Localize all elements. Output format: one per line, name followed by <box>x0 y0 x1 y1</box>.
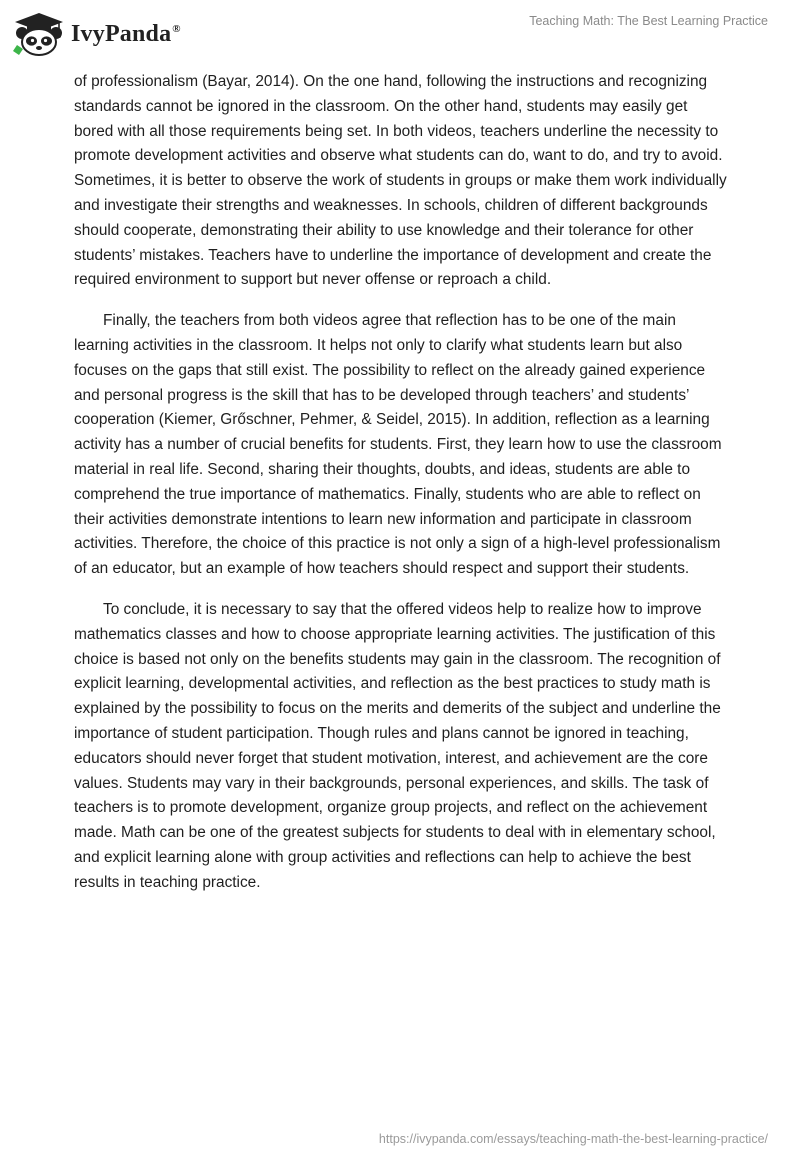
brand-logo[interactable] <box>13 8 181 60</box>
registered-mark: ® <box>172 22 181 35</box>
source-url[interactable]: https://ivypanda.com/essays/teaching-math-the-best-learning-practice/ <box>378 1132 768 1146</box>
paragraph-conclusion: To conclude, it is necessary to say that the offered videos help to realize how to improve mathematics classes and how to choose appropriate learning activities. The justification of this choice is based not only on the benefits students may gain in the classroom. The recognition of explicit learning, developmental activities, and reflection as the best practices to study math is explained by the possibility to focus on the merits and demerits of the subject and underline the importance of student participation. Though rules and plans cannot be ignored in teaching, educators should never forget that student motivation, interest, and achievement are the core values. Students may vary in their backgrounds, personal experiences, and skills. The task of teachers is to promote development, organize group projects, and reflect on the achievement made. Math can be one of the greatest subjects for students to deal with in elementary school, and explicit learning alone with group activities and reflections can help to achieve the best results in teaching practice. <box>74 600 721 891</box>
essay-body <box>74 70 730 912</box>
brand-name: IvyPanda® <box>71 20 181 47</box>
document-title: Teaching Math: The Best Learning Practice <box>529 14 768 28</box>
page-header <box>0 0 800 66</box>
paragraph-reflection: Finally, the teachers from both videos agree that reflection has to be one of the main learning activities in the classroom. It helps not only to clarify what students learn but also focuses on the gaps that still exist. The possibility to reflect on the already gained experience and personal progress is the skill that has to be developed through teachers’ and students’ cooperation (Kiemer, Grőschner, Pehmer, & Seidel, 2015). In addition, reflection as a learning activity has a number of crucial benefits for students. First, they learn how to use the classroom material in real life. Second, sharing their thoughts, doubts, and ideas, students are able to comprehend the true importance of mathematics. Finally, students who are able to reflect on their activities demonstrate intentions to learn new information and participate in classroom activities. Therefore, the choice of this practice is not only a sign of a high-level professionalism of an educator, but an example of how teachers should respect and support their students. <box>74 312 722 578</box>
panda-graduate-logo-icon <box>13 11 65 57</box>
paragraph-continued: of professionalism (Bayar, 2014). On the one hand, following the instructions and recognizing standards cannot be ignored in the classroom. On the other hand, students may easily get bored with all those requirements being set. In both videos, teachers underline the necessity to promote development activities and observe what students can do, want to do, and try to avoid. Sometimes, it is better to observe the work of students in groups or make them work individually and investigate their strengths and weaknesses. In schools, children of different backgrounds should cooperate, demonstrating their ability to use knowledge and their tolerance for other students’ mistakes. Teachers have to underline the importance of development and create the required environment to support but never offense or reproach a child. <box>74 73 727 289</box>
